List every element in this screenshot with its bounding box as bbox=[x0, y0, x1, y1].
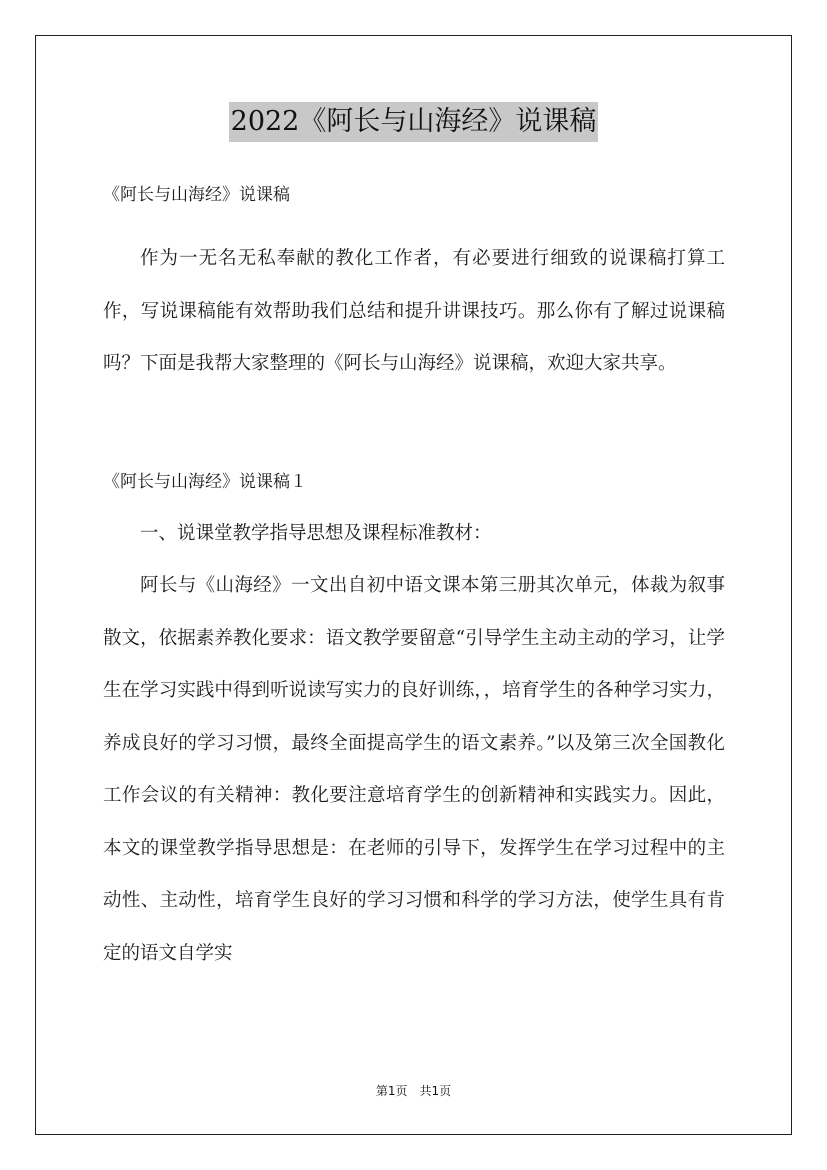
document-body bbox=[103, 175, 725, 980]
page-number-footer: 第1页 共1页 bbox=[375, 1084, 452, 1098]
title-container bbox=[0, 102, 827, 142]
section-heading: 《阿长与山海经》说课稿１ bbox=[103, 471, 307, 492]
document-title: 2022《阿长与山海经》说课稿 bbox=[229, 102, 599, 142]
intro-paragraph: 作为一无名无私奉献的教化工作者，有必要进行细致的说课稿打算工作，写说课稿能有效帮助我们总结和提升讲课技巧。那么你有了解过说课稿吗？下面是我帮大家整理的《阿长与山海经》说课稿，欢迎大家共享。 bbox=[103, 248, 725, 374]
body-paragraph: 阿长与《山海经》一文出自初中语文课本第三册其次单元，体裁为叙事散文，依据素养教化要求：语文教学要留意“引导学生主动主动的学习，让学生在学习实践中得到听说读写实力的良好训练，，培育学生的各种学习实力，养成良好的学习习惯，最终全面提高学生的语文素养。”以及第三次全国教化工作会议的有关精神：教化要注意培育学生的创新精神和实践实力。因此，本文的课堂教学指导思想是：在老师的引导下，发挥学生在学习过程中的主动性、主动性，培育学生良好的学习习惯和科学的学习方法，使学生具有肯定的语文自学实 bbox=[103, 575, 725, 964]
point-one-heading: 一、说课堂教学指导思想及课程标准教材： bbox=[140, 522, 492, 544]
document-subtitle: 《阿长与山海经》说课稿 bbox=[103, 185, 290, 205]
